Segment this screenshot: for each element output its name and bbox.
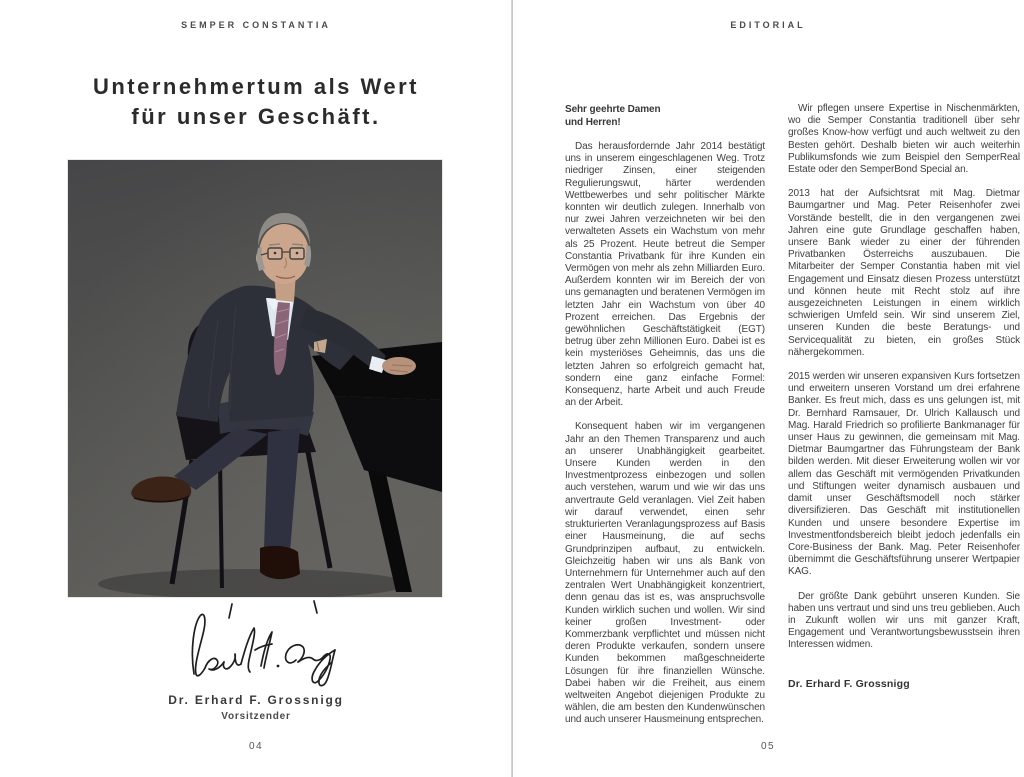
running-head-left: SEMPER CONSTANTIA — [181, 20, 331, 30]
editorial-columns — [565, 103, 1020, 727]
paragraph-6: Der größte Dank gebührt unseren Kunden. Sie haben uns vertraut und sind uns treu geblieben. Auch in Zukunft wollen wir uns mit ganzer Kraft, Engagement und Verantwortungsbewusstsein ihren Interessen widmen. — [788, 590, 1020, 651]
portrait-illustration — [68, 160, 442, 597]
page-title-line1: Unternehmertum als Wert — [92, 74, 420, 99]
page-number-left: 04 — [248, 741, 264, 752]
caption-name: Dr. Erhard F. Grossnigg — [168, 693, 344, 707]
page-title-line2: für unser Geschäft. — [131, 104, 381, 130]
portrait-photo — [68, 160, 442, 597]
editorial-column-right — [788, 103, 1020, 727]
page-title — [0, 72, 512, 133]
editorial-column-left — [565, 103, 765, 727]
paragraph-3: Wir pflegen unsere Expertise in Nischenmärkten, wo die Semper Constantia traditionell über sehr großes Know-how verfügt und auch weltweit zu den Besten gehört. Deshalb bieten wir auch weiterhin Publikumsfonds wie zum Beispiel den SemperReal Estate oder den SemperBond Special an. — [788, 103, 1020, 176]
page-seam-divider — [511, 0, 513, 777]
paragraph-5: 2015 werden wir unseren expansiven Kurs fortsetzen und erweitern unseren Vorstand um drei erfahrene Banker. Es freut mich, dass es uns gelungen ist, mit Dr. Bernhard Ramsauer, Dr. Ulrich Kallausch und Mag. Harald Friedrich so profilierte Bankmanager für unser Haus zu gewinnen, die gemeinsam mit Mag. Dietmar Baumgartner das Führungsteam der Bank bilden werden. Mit dieser Erweiterung wollen wir vor allem das Geschäft mit vermögenden Privatkunden und Stiftungen weiter dynamisch ausbauen und damit unser Geschäftsmodell noch stärker diversifizieren. Das Geschäft mit institutionellen Kunden und unsere besondere Expertise im Investmentfondsbereich bleibt jedoch jedenfalls ein Core-Business der Bank. Mag. Peter Reisenhofer übernimmt die Geschäftsführung unserer Wertpapier KAG. — [788, 371, 1020, 578]
paragraph-1: Das herausfordernde Jahr 2014 bestätigt uns in unserem eingeschlagenen Weg. Trotz niedriger Zinsen, einer steigenden Regulierungswut, härter werdenden Wettbewerbes und sehr politischer Märkte konnten wir deutlich zulegen. Innerhalb von nur zwei Jahren verzeichneten wir bei den verwalteten Assets ein Wachstum von mehr als 25 Prozent. Heute betreut die Semper Constantia Privatbank für ihre Kunden ein Vermögen von mehr als zehn Milliarden Euro. Außerdem konnten wir im Bereich der von uns gemanagten und beratenen Vermögen im letzten Jahr ein Wachstum von über 40 Prozent erreichen. Das Ergebnis der gewöhnlichen Geschäftstätigkeit (EGT) betrug über zehn Millionen Euro. Dabei ist es kein mysteriöses Geheimnis, das uns die letzten Jahren so erfolgreich gemacht hat, sondern eine ganz einfache Formel: Konsequenz, harte Arbeit und auch Freude an der Arbeit. — [565, 141, 765, 409]
running-head-right: EDITORIAL — [730, 20, 806, 30]
caption-role: Vorsitzender — [221, 711, 291, 722]
salutation-line1: Sehr geehrte Damen — [565, 104, 661, 115]
signature — [162, 598, 362, 693]
salutation-line2: und Herren! — [565, 117, 621, 128]
paragraph-2: Konsequent haben wir im vergangenen Jahr an den Themen Transparenz und auch an unserer Unabhängigkeit gearbeitet. Unsere Kunden werden in den Investmentprozess einbezogen und sollen auch verstehen, warum und wie wir das uns anvertraute Geld veranlagen. Viel Zeit haben wir darauf verwendet, einen sehr strukturierten Veranlagungsprozess auf Basis einer Hausmeinung, die auf sechs Grundprinzipen aufbaut, zu entwickeln. Gleichzeitig haben wir uns als Bank von Unternehmern für Unternehmer auch auf den zentralen Wert Unabhängigkeit konzentriert, denn genau das ist es, was anspruchsvolle Kunden wirklich suchen und wollen. Wir sind keiner großen Investment- oder Kommerzbank verpflichtet und müssen nicht deren Produkte verkaufen, sondern unsere Kunden bekommen maßgeschneiderte Lösungen für ihre finanziellen Wünsche. Dabei haben wir die Freiheit, aus einem weltweiten Angebot diejenigen Produkte zu wählen, die am besten den Kundenwünschen und auch unserer Hausmeinung entsprechen. — [565, 421, 765, 726]
signoff-name: Dr. Erhard F. Grossnigg — [788, 677, 910, 690]
salutation — [565, 103, 765, 129]
page-number-right: 05 — [760, 741, 776, 752]
paragraph-4: 2013 hat der Aufsichtsrat mit Mag. Dietmar Baumgartner und Mag. Peter Reisenhofer zwei Vorstände bestellt, die in den vergangenen zwei Jahren eine gute Grundlage geschaffen haben, unsere Bank wieder zu einer der führenden Privatbanken Österreichs auszubauen. Die Mitarbeiter der Semper Constantia haben mit viel Engagement und Einsatz diesen Prozess unterstützt und können heute mit Recht stolz auf ihre ausgezeichneten Leistungen in einem wirklich schwierigen Umfeld sein. Wir sind unserem Ziel, unseren Kunden die beste Beratungs- und Servicequalität zu bieten, ein großes Stück nähergekommen. — [788, 188, 1020, 358]
page-right — [512, 0, 1024, 777]
